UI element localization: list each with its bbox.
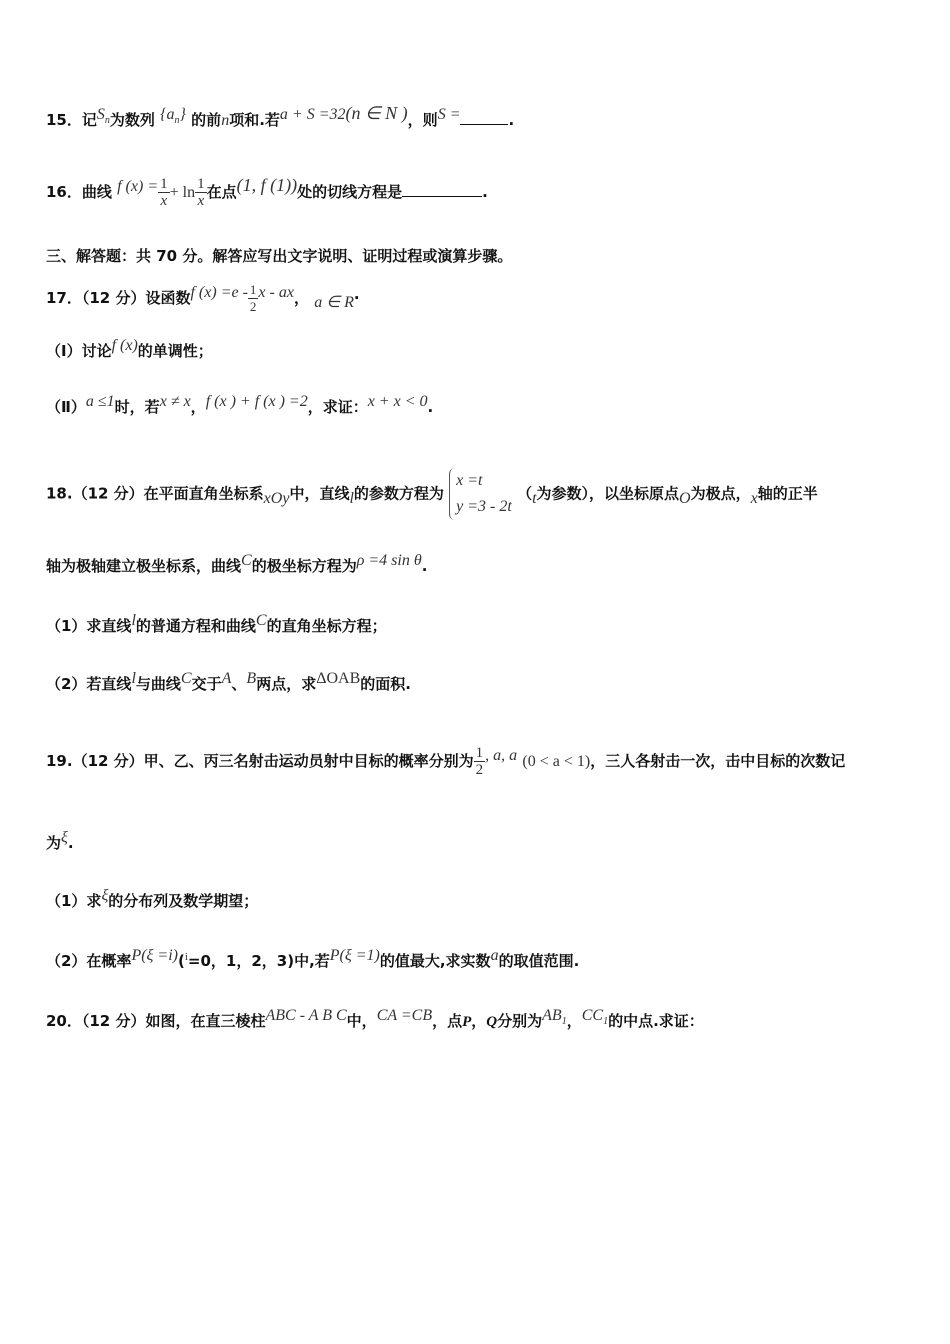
q19-p2-a: a	[490, 947, 499, 964]
q18-p1-tail: 的直角坐标方程；	[266, 617, 387, 635]
q19-p1-xi: ξ	[101, 887, 109, 904]
q15-text4: ，则	[407, 111, 438, 129]
q19-part-1	[46, 887, 259, 913]
q19-p2-i: i	[184, 951, 188, 963]
q17-p1-fx: f (x)	[111, 337, 138, 354]
q18-xoy: xOy	[263, 489, 290, 507]
q17-p2-text3: ，求证：	[307, 398, 368, 416]
question-15	[46, 103, 515, 138]
q16-frac-2: $\frac{1}{x}$	[197, 176, 205, 209]
q18-point-b: B	[246, 670, 257, 687]
q19-p1-lead: （1）求	[46, 892, 102, 910]
q17-p2-text1: 时，若	[114, 398, 160, 416]
q20-prism: ABC - A B C	[265, 1007, 347, 1024]
q19-xi: ξ	[61, 829, 68, 846]
q19-lead: 19.（12 分）甲、乙、丙三名射击运动员射中目标的概率分别为	[46, 752, 474, 770]
q17-p2-end: .	[427, 398, 434, 416]
q20-text3: 分别为	[497, 1012, 543, 1030]
q15-text3: 项和.若	[229, 111, 280, 129]
q17-part-1	[46, 337, 213, 363]
q18-p2-text1: 与曲线	[135, 675, 181, 693]
q15-formula: a + S =32	[279, 106, 346, 123]
q18-p1-lead: （1）求直线	[46, 617, 132, 635]
q20-p: P	[462, 1014, 472, 1030]
q18-x: x	[750, 489, 758, 507]
q19-p2-p: P(ξ =i)	[131, 947, 178, 964]
q18-polar: ρ =4 sin θ	[356, 552, 422, 569]
q19-part-2	[46, 947, 580, 974]
q18-p2-text3: 、	[231, 675, 247, 693]
q17-sep: ，	[293, 289, 309, 307]
q18-p2-l: l	[131, 670, 136, 687]
q19-p2-paren: (	[177, 952, 185, 970]
q19-p2-p1: P(ξ =1)	[329, 947, 380, 964]
q15-answer-blank[interactable]	[460, 110, 508, 125]
q20-eq: CA =CB	[376, 1007, 433, 1024]
q18-p2-lead: （2）若直线	[46, 675, 132, 693]
q16-answer-blank[interactable]	[402, 182, 482, 197]
q15-n: n	[221, 112, 230, 129]
q18-param-system: x =t y =3 - 2t	[449, 468, 512, 520]
q16-lead: 16．曲线	[46, 183, 112, 201]
q19-range: (0 < a < 1)	[522, 753, 591, 770]
question-17	[46, 282, 360, 315]
q20-cc1: $CC_1$	[581, 1007, 609, 1028]
q20-comma: ，	[471, 1012, 487, 1030]
q19-p2-text1: 的值最大,求实数	[379, 952, 491, 970]
q18-part-2	[46, 670, 411, 696]
q18-triangle: ΔOAB	[316, 670, 361, 687]
q17-p2-ineq: x + x < 0	[367, 393, 428, 410]
q17-p2-sum: f (x ) + f (x ) =2	[205, 393, 308, 410]
q20-text1: 中，	[346, 1012, 377, 1030]
q16-text2: 处的切线方程是	[297, 183, 403, 201]
q18-line2-b: 的极坐标方程为	[251, 557, 357, 575]
q17-rest: x - ax	[258, 284, 294, 301]
q15-an: $\{a_n\}$	[160, 106, 186, 127]
q17-a-in-r: a ∈ R	[314, 294, 354, 311]
q20-lead: 20．（12 分）如图，在直三棱柱	[46, 1012, 266, 1030]
q19-line2-end: .	[67, 834, 74, 852]
q16-end: .	[482, 183, 488, 201]
q18-p2-text4: 两点，求	[256, 675, 317, 693]
q15-text2: 的前	[191, 111, 222, 129]
q18-line-2	[46, 552, 428, 578]
q17-p2-neq: x ≠ x	[159, 393, 191, 410]
q15-sn: $S_n$	[96, 106, 110, 127]
q18-line2-a: 轴为极轴建立极坐标系，曲线	[46, 557, 242, 575]
q20-ab1: $AB_1$	[542, 1007, 567, 1028]
q20-text4: ，	[566, 1012, 582, 1030]
q17-lead: 17．（12 分）设函数	[46, 289, 191, 307]
q19-p2-tail: 的取值范围.	[498, 952, 580, 970]
q17-half: $\frac{1}{2}$	[249, 282, 257, 314]
q15-lead: 15．记	[46, 111, 97, 129]
q18-line2-end: .	[421, 557, 428, 575]
question-19	[46, 745, 845, 778]
q15-s5: S =	[437, 106, 461, 123]
q17-dot: ·	[353, 289, 360, 307]
q19-p2-vals: =0，1，2，3)中,若	[187, 952, 330, 970]
q17-p1-lead: （Ⅰ）讨论	[46, 342, 112, 360]
section-3-heading: 三、解答题：共 70 分。解答应写出文字说明、证明过程或演算步骤。	[46, 247, 513, 265]
question-18	[46, 468, 818, 520]
q20-text2: ，点	[432, 1012, 463, 1030]
q18-text2: 的参数方程为	[353, 484, 444, 503]
q18-l: l	[349, 489, 354, 507]
q16-frac-1: $\frac{1}{x}$	[160, 176, 168, 209]
q17-p2-lead: （Ⅱ）	[46, 398, 86, 416]
q18-lead: 18.（12 分）在平面直角坐标系	[46, 484, 264, 503]
q18-text5: 为极点，	[690, 484, 751, 503]
q16-plus-ln: + ln	[169, 184, 196, 201]
q19-p2-lead: （2）在概率	[46, 952, 132, 970]
q18-text1: 中，直线	[289, 484, 350, 503]
q18-o: O	[679, 489, 691, 507]
q18-p1-mid: 的普通方程和曲线	[135, 617, 256, 635]
q17-part-2	[46, 393, 434, 419]
q18-text3: （	[517, 484, 533, 503]
q15-condition: (n ∈ N )	[345, 103, 408, 123]
q20-q: Q	[486, 1014, 498, 1030]
q19-probs: , a, a	[485, 747, 518, 764]
q18-p1-l: l	[131, 612, 136, 629]
q15-end: .	[508, 111, 515, 129]
question-20	[46, 1007, 704, 1039]
q18-text6: 轴的正半	[757, 484, 818, 503]
q18-point-a: A	[221, 670, 232, 687]
q16-fx: f (x) =	[117, 178, 159, 195]
q18-c: C	[241, 552, 252, 569]
q18-text4: 为参数），以坐标原点	[536, 484, 680, 503]
q18-t: t	[532, 489, 537, 507]
q16-point: (1, f (1))	[236, 175, 298, 195]
q19-half: $\frac{1}{2}$	[475, 745, 484, 778]
q18-p1-c: C	[255, 612, 267, 629]
q18-p2-tail: 的面积.	[360, 675, 411, 693]
q18-p2-text2: 交于	[191, 675, 222, 693]
q18-part-1	[46, 612, 387, 638]
q19-p1-tail: 的分布列及数学期望；	[108, 892, 259, 910]
question-16	[46, 176, 488, 209]
q17-p2-text2: ，	[190, 398, 206, 416]
q17-fx: f (x) =e -	[190, 284, 248, 301]
q19-line-2	[46, 829, 74, 855]
q20-tail: 的中点.求证：	[608, 1012, 704, 1030]
q17-p1-tail: 的单调性；	[137, 342, 213, 360]
q15-text1: 为数列	[109, 111, 155, 129]
q19-line2: 为	[46, 834, 62, 852]
q16-text1: 在点	[206, 183, 237, 201]
q19-text1: ，三人各射击一次，击中目标的次数记	[590, 752, 846, 770]
q18-p2-c: C	[180, 670, 192, 687]
q17-p2-cond: a ≤1	[85, 393, 115, 410]
